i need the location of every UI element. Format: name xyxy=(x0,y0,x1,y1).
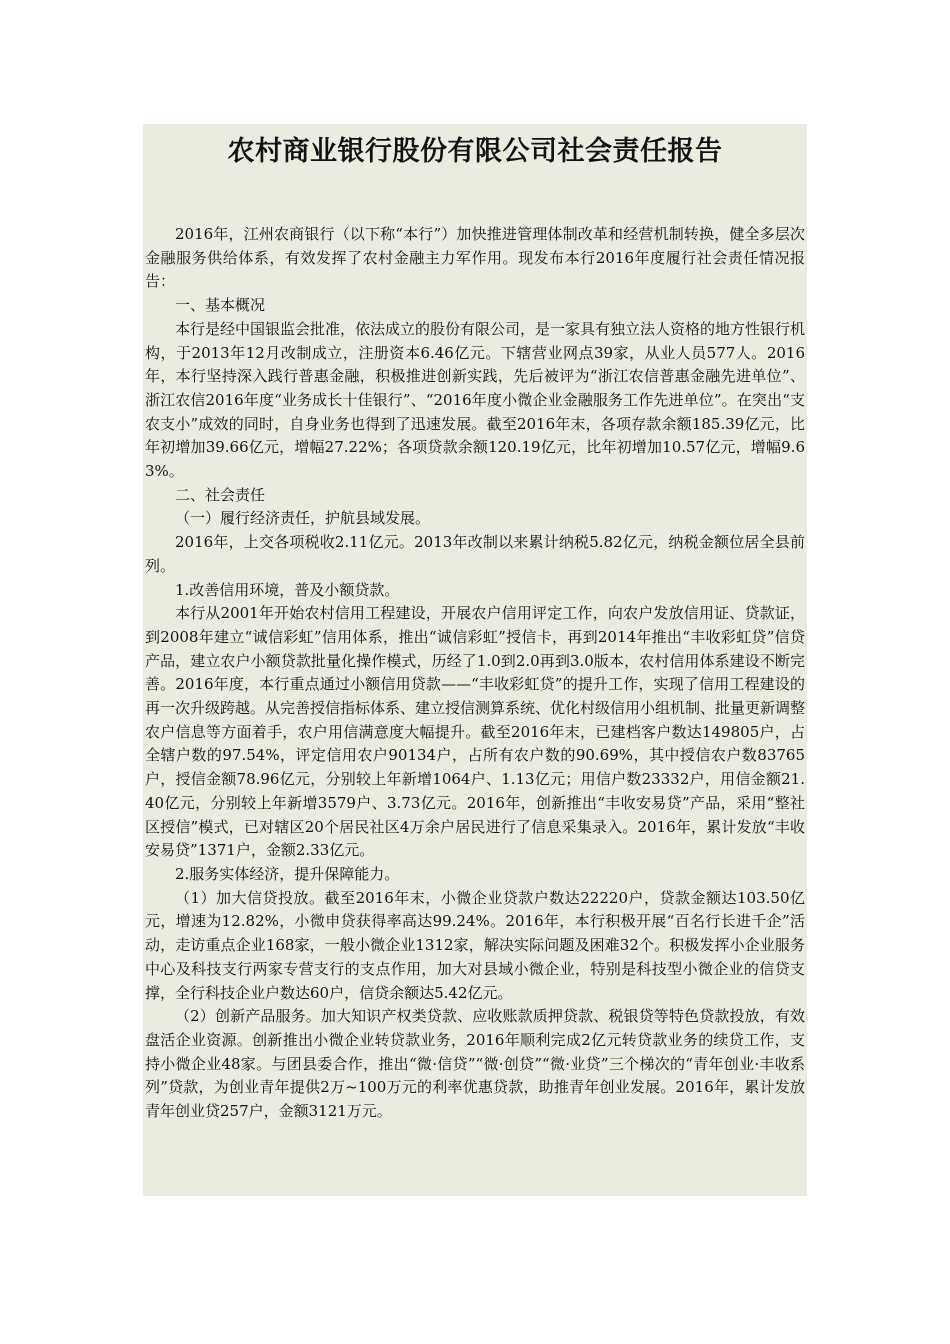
tax-paragraph: 2016年，上交各项税收2.11亿元。2013年改制以来累计纳税5.82亿元，纳税金额位居全县前列。 xyxy=(145,533,805,575)
loan-investment-paragraph: （1）加大信贷投放。截至2016年末，小微企业贷款户数达22220户，贷款金额达103.50亿元，增速为12.82%，小微申贷获得率高达99.24%。2016年，本行积极开展“百名行长进千企”活动，走访重点企业168家，一般小微企业1312家，解决实际问题及困难32个。积极发挥小企业服务中心及科技支行两家专营支行的支点作用，加大对县域小微企业，特别是科技型小微企业的信贷支撑，全行科技企业户数达60户，信贷余额达5.42亿元。 xyxy=(145,888,805,1002)
document-title: 农村商业银行股份有限公司社会责任报告 xyxy=(227,136,723,167)
intro-paragraph: 2016年，江州农商银行（以下称“本行”）加快推进管理体制改革和经营机制转换，健全多层次金融服务供给体系，有效发挥了农村金融主力军作用。现发布本行2016年度履行社会责任情况报告： xyxy=(145,225,805,291)
section-heading-overview: 一、基本概况 xyxy=(175,296,266,315)
overview-paragraph: 本行是经中国银监会批准，依法成立的股份有限公司，是一家具有独立法人资格的地方性银行机构，于2013年12月改制成立，注册资本6.46亿元。下辖营业网点39家，从业人员577人。2016年，本行坚持深入践行普惠金融，积极推进创新实践，先后被评为“浙江农信普惠金融先进单位”、浙江农信2016年度“业务成长十佳银行”、“2016年度小微企业金融服务工作先进单位”。在突出“支农支小”成效的同时，自身业务也得到了迅速发展。截至2016年末，各项存款余额185.39亿元，比年初增加39.66亿元，增幅27.22%；各项贷款余额120.19亿元，比年初增加10.57亿元，增幅9.63%。 xyxy=(145,319,806,481)
item-heading-real-economy: 2.服务实体经济，提升保障能力。 xyxy=(175,864,400,883)
section-heading-social-responsibility: 二、社会责任 xyxy=(175,485,266,504)
document-page xyxy=(143,124,807,1196)
subsection-heading-economic: （一）履行经济责任，护航县域发展。 xyxy=(175,509,431,528)
item-heading-credit-environment: 1.改善信用环境，普及小额贷款。 xyxy=(175,580,400,599)
credit-paragraph: 本行从2001年开始农村信用工程建设，开展农户信用评定工作，向农户发放信用证、贷款证，到2008年建立“诚信彩虹”信用体系，推出“诚信彩虹”授信卡，再到2014年推出“丰收彩虹贷”信贷产品，建立农户小额贷款批量化操作模式，历经了1.0到2.0再到3.0版本，农村信用体系建设不断完善。2016年度，本行重点通过小额信用贷款——“丰收彩虹贷”的提升工作，实现了信用工程建设的再一次升级跨越。从完善授信指标体系、建立授信测算系统、优化村级信用小组机制、批量更新调整农户信息等方面着手，农户用信满意度大幅提升。截至2016年末，已建档客户数达149805户，占全辖户数的97.54%，评定信用农户90134户，占所有农户数的90.69%，其中授信农户数83765户，授信金额78.96亿元，分别较上年新增1064户、1.13亿元；用信户数23332户，用信金额21.40亿元，分别较上年新增3579户、3.73亿元。2016年，创新推出“丰收安易贷”产品，采用“整社区授信”模式，已对辖区20个居民社区4万余户居民进行了信息采集录入。2016年，累计发放“丰收安易贷”1371户，金额2.33亿元。 xyxy=(145,604,806,860)
document-body xyxy=(143,223,807,1124)
product-innovation-paragraph: （2）创新产品服务。加大知识产权类贷款、应收账款质押贷款、税银贷等特色贷款投放，有效盘活企业资源。创新推出小微企业转贷款业务，2016年顺利完成2亿元转贷款业务的续贷工作，支持小微企业48家。与团县委合作，推出“微·信贷”“微·创贷”“微·业贷”三个梯次的“青年创业·丰收系列”贷款，为创业青年提供2万~100万元的利率优惠贷款，助推青年创业发展。2016年，累计发放青年创业贷257户，金额3121万元。 xyxy=(145,1007,805,1121)
